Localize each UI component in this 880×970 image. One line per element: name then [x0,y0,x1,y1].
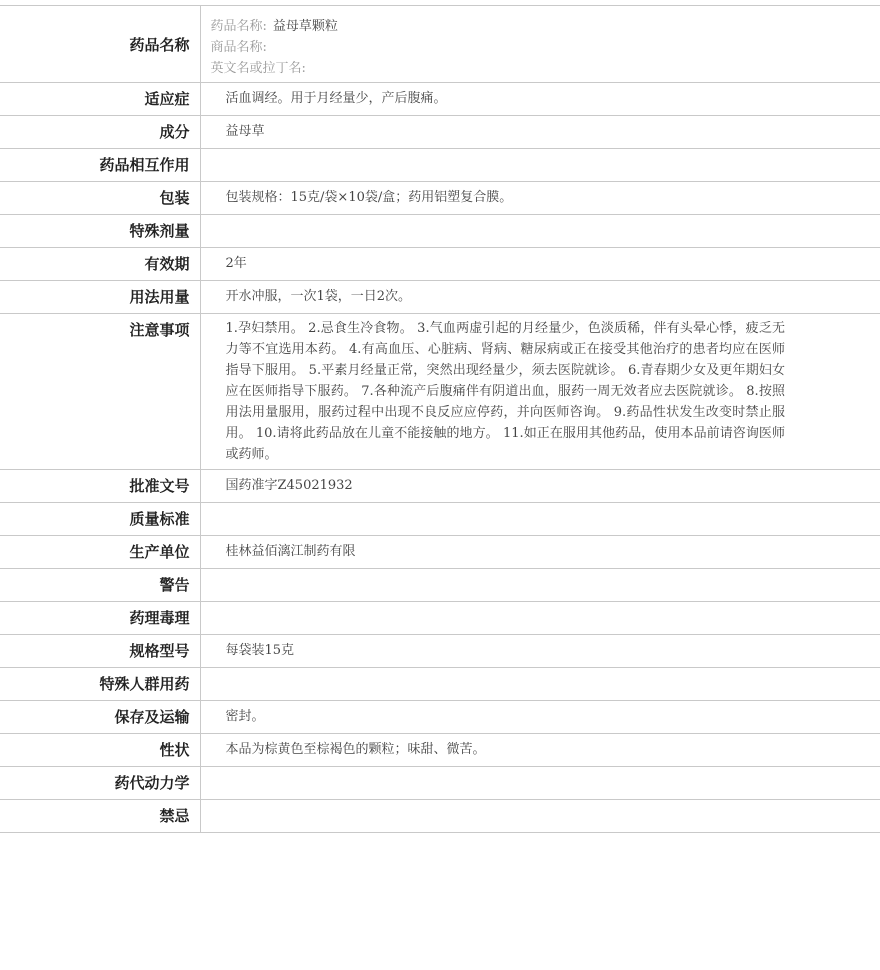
row-appearance [0,734,880,767]
row-usage [0,281,880,314]
row-value [200,602,880,635]
trade-name-key: 商品名称: [210,40,267,55]
row-contraindications [0,800,880,833]
generic-name-key: 药品名称: [210,19,267,34]
latin-name-line [211,58,786,79]
row-value: 益母草 [200,116,880,149]
row-label: 成分 [0,116,200,149]
row-pharmacology [0,602,880,635]
row-label: 包装 [0,182,200,215]
row-value [200,800,880,833]
row-label: 特殊剂量 [0,215,200,248]
row-label: 药代动力学 [0,767,200,800]
row-value: 活血调经。用于月经量少，产后腹痛。 [200,83,880,116]
row-approval [0,470,880,503]
row-quality-standard [0,503,880,536]
row-ingredients [0,116,880,149]
row-packaging [0,182,880,215]
row-value: 密封。 [200,701,880,734]
drug-spec-table [0,5,880,833]
row-pharmacokinetics [0,767,880,800]
row-shelf-life [0,248,880,281]
row-label: 有效期 [0,248,200,281]
row-label: 药品相互作用 [0,149,200,182]
row-label: 生产单位 [0,536,200,569]
row-precautions [0,314,880,470]
row-specification [0,635,880,668]
row-storage [0,701,880,734]
row-value: 每袋装15克 [200,635,880,668]
row-special-dosage [0,215,880,248]
row-label: 禁忌 [0,800,200,833]
row-value: 国药准字Z45021932 [200,470,880,503]
row-label: 警告 [0,569,200,602]
generic-name-line [211,16,786,37]
row-interactions [0,149,880,182]
row-value [200,767,880,800]
row-label: 适应症 [0,83,200,116]
row-label: 药品名称 [0,6,200,83]
row-label: 质量标准 [0,503,200,536]
row-label: 注意事项 [0,314,200,470]
row-value [200,149,880,182]
row-label: 保存及运输 [0,701,200,734]
row-value: 2年 [200,248,880,281]
row-label: 规格型号 [0,635,200,668]
row-value [200,215,880,248]
row-label: 性状 [0,734,200,767]
row-label: 批准文号 [0,470,200,503]
row-indication [0,83,880,116]
row-value: 桂林益佰漓江制药有限 [200,536,880,569]
row-value: 本品为棕黄色至棕褐色的颗粒；味甜、微苦。 [200,734,880,767]
row-warning [0,569,880,602]
row-label: 用法用量 [0,281,200,314]
row-value: 包装规格：15克/袋×10袋/盒；药用铝塑复合膜。 [200,182,880,215]
row-value [200,503,880,536]
row-drug-name [0,6,880,83]
row-special-groups [0,668,880,701]
drug-names-cell [200,6,880,83]
generic-name-value: 益母草颗粒 [272,19,338,34]
row-value [200,668,880,701]
row-value: 1.孕妇禁用。 2.忌食生冷食物。 3.气血两虚引起的月经量少，色淡质稀，伴有头晕心悸，疲乏无力等不宜选用本药。 4.有高血压、心脏病、肾病、糖尿病或正在接受其他治疗的患者均应在医师指导下服用。 5.平素月经量正常，突然出现经量少，须去医院就诊。 6.青春期少女及更年期妇女应在医师指导下服药。 7.各种流产后腹痛伴有阴道出血，服药一周无效者应去医院就诊。 8.按照用法用量服用，服药过程中出现不良反应应停药，并向医师咨询。 9.药品性状发生改变时禁止服用。 10.请将此药品放在儿童不能接触的地方。 11.如正在服用其他药品，使用本品前请咨询医师或药师。 [200,314,880,470]
row-value [200,569,880,602]
row-value: 开水冲服，一次1袋，一日2次。 [200,281,880,314]
trade-name-line [211,37,786,58]
latin-name-key: 英文名或拉丁名: [210,61,306,76]
row-manufacturer [0,536,880,569]
row-label: 特殊人群用药 [0,668,200,701]
row-label: 药理毒理 [0,602,200,635]
